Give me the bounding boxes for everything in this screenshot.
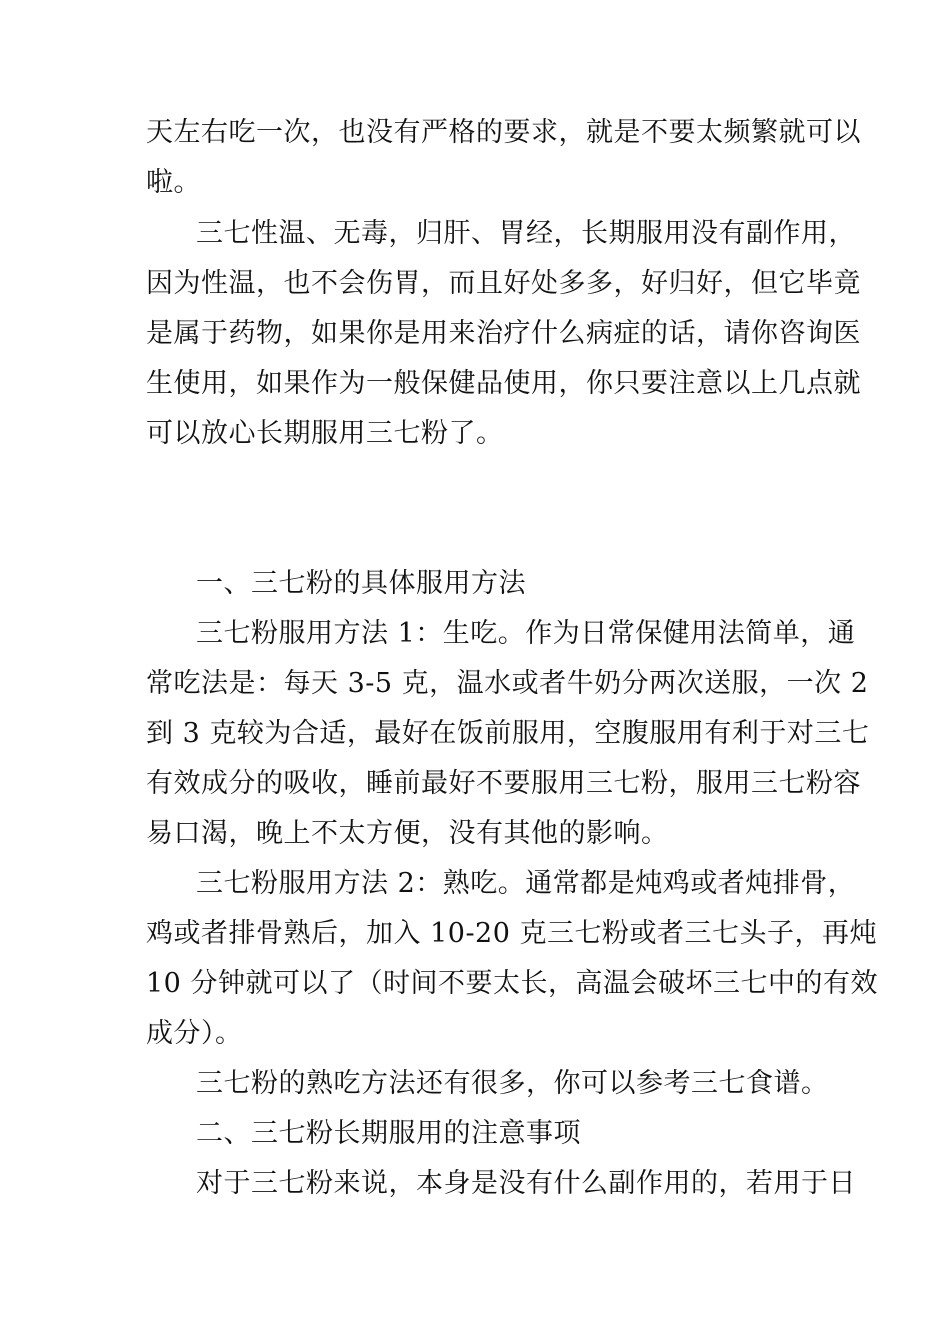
text-line: 有效成分的吸收，睡前最好不要服用三七粉，服用三七粉容 [146,768,861,799]
text-line: 天左右吃一次，也没有严格的要求，就是不要太频繁就可以 [146,117,861,148]
text-line: 啦。 [146,167,201,198]
text-line: 生使用，如果作为一般保健品使用，你只要注意以上几点就 [146,368,861,399]
text-line: 到 3 克较为合适，最好在饭前服用，空腹服用有利于对三七 [146,718,870,749]
paragraph-first-line: 三七粉服用方法 2：熟吃。通常都是炖鸡或者炖排骨， [196,868,856,899]
paragraph-first-line: 对于三七粉来说，本身是没有什么副作用的，若用于日 [196,1168,856,1199]
section-heading-2: 二、三七粉长期服用的注意事项 [196,1118,581,1149]
text-line: 成分）。 [146,1018,243,1049]
text-line: 常吃法是：每天 3-5 克，温水或者牛奶分两次送服，一次 2 [146,668,869,699]
text-line: 可以放心长期服用三七粉了。 [146,418,504,449]
text-line: 是属于药物，如果你是用来治疗什么病症的话，请你咨询医 [146,318,861,349]
paragraph-first-line: 三七粉服用方法 1：生吃。作为日常保健用法简单，通 [196,618,856,649]
text-line: 10 分钟就可以了（时间不要太长，高温会破坏三七中的有效 [146,968,878,999]
text-line: 易口渴，晚上不太方便，没有其他的影响。 [146,818,669,849]
section-heading-1: 一、三七粉的具体服用方法 [196,568,526,599]
text-line: 因为性温，也不会伤胃，而且好处多多，好归好，但它毕竟 [146,268,861,299]
paragraph-first-line: 三七粉的熟吃方法还有很多，你可以参考三七食谱。 [196,1068,829,1099]
paragraph-first-line: 三七性温、无毒，归肝、胃经，长期服用没有副作用， [196,218,856,249]
text-line: 鸡或者排骨熟后，加入 10-20 克三七粉或者三七头子，再炖 [146,918,877,949]
